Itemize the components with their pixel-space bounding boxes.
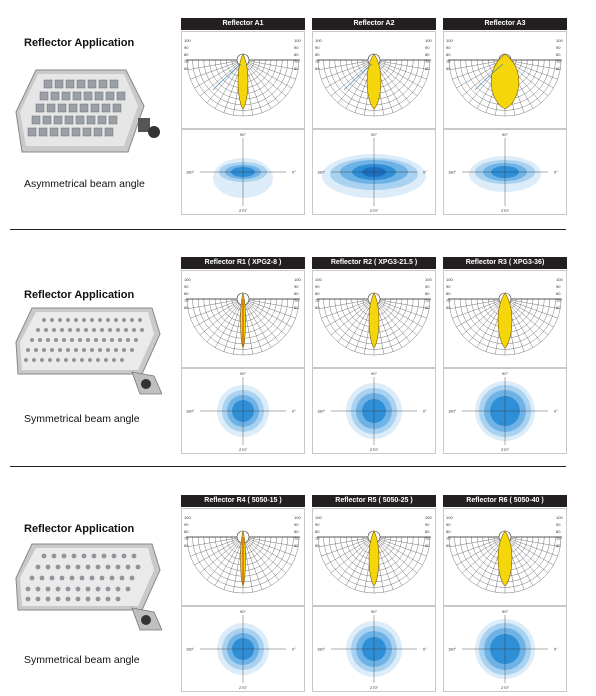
polar-scale-label: 90 xyxy=(446,284,451,289)
reflector-panel xyxy=(443,18,567,214)
beam-spread-diagram xyxy=(444,607,566,691)
polar-diagram xyxy=(313,509,435,605)
section-title: Reflector Application xyxy=(24,523,135,535)
polar-scale-label: 100 xyxy=(184,38,191,43)
axis-label: 0° xyxy=(554,646,558,652)
polar-scale-label: 90 xyxy=(425,522,430,527)
reflector-panel xyxy=(443,257,567,453)
axis-label: 0° xyxy=(423,408,427,414)
polar-scale-label: 80 xyxy=(184,291,189,296)
reflector-label: Reflector R4 ( 5050-15 ) xyxy=(181,495,305,507)
beam-spread-box xyxy=(312,606,436,692)
beam-lobe xyxy=(491,54,519,109)
polar-scale-label: 90 xyxy=(294,45,299,50)
beam-spread-diagram xyxy=(182,607,304,691)
axis-label: 270° xyxy=(501,208,510,213)
polar-scale-label: 60 xyxy=(294,305,299,310)
polar-scale-label: 100 xyxy=(294,38,301,43)
axis-label: 0° xyxy=(292,169,296,175)
beam-spread-diagram xyxy=(182,130,304,214)
polar-scale-label: 100 xyxy=(425,515,432,520)
axis-label: 90° xyxy=(240,132,247,137)
polar-scale-label: 80 xyxy=(294,529,299,534)
polar-scale-label: 60 xyxy=(315,66,320,71)
axis-label: 270° xyxy=(370,685,379,690)
reflector-label: Reflector R2 ( XPG3-21.5 ) xyxy=(312,257,436,269)
polar-box xyxy=(443,270,567,368)
polar-scale-label: 100 xyxy=(184,515,191,520)
beam-spread-box xyxy=(443,368,567,454)
polar-scale-label: 60 xyxy=(446,66,451,71)
axis-label: 180° xyxy=(448,169,457,175)
polar-scale-label: 60 xyxy=(425,543,430,548)
polar-scale-label: 60 xyxy=(446,305,451,310)
polar-scale-label: 70 xyxy=(294,536,299,541)
polar-scale-label: 100 xyxy=(294,277,301,282)
polar-scale-label: 70 xyxy=(184,298,189,303)
beam-spread-box xyxy=(181,129,305,215)
polar-scale-label: 70 xyxy=(556,536,561,541)
beam-spread-diagram xyxy=(313,130,435,214)
reflector-label: Reflector A3 xyxy=(443,18,567,30)
section-title: Reflector Application xyxy=(24,37,135,49)
axis-label: 180° xyxy=(186,408,195,414)
polar-scale-label: 90 xyxy=(315,284,320,289)
axis-label: 90° xyxy=(240,609,247,614)
reflector-label: Reflector R5 ( 5050-25 ) xyxy=(312,495,436,507)
polar-scale-label: 100 xyxy=(315,38,322,43)
axis-label: 90° xyxy=(371,609,378,614)
polar-scale-label: 70 xyxy=(294,298,299,303)
reflector-panel xyxy=(312,257,436,453)
reflector-panel xyxy=(312,18,436,214)
reflector-panel xyxy=(181,495,305,691)
beam-spread-box xyxy=(443,606,567,692)
polar-box xyxy=(181,508,305,606)
polar-scale-label: 70 xyxy=(446,59,451,64)
polar-scale-label: 90 xyxy=(184,522,189,527)
polar-scale-label: 100 xyxy=(315,277,322,282)
polar-scale-label: 90 xyxy=(556,284,561,289)
axis-label: 90° xyxy=(502,609,509,614)
polar-scale-label: 80 xyxy=(556,291,561,296)
axis-label: 270° xyxy=(239,447,248,452)
polar-scale-label: 80 xyxy=(294,52,299,57)
beam-spread-diagram xyxy=(444,130,566,214)
polar-scale-label: 90 xyxy=(315,45,320,50)
beam-spread-box xyxy=(181,606,305,692)
floodlight-illustration xyxy=(14,540,162,632)
axis-label: 180° xyxy=(317,646,326,652)
floodlight-product-image xyxy=(14,540,162,632)
beam-spread-box xyxy=(181,368,305,454)
polar-scale-label: 60 xyxy=(556,543,561,548)
axis-label: 270° xyxy=(239,685,248,690)
polar-diagram xyxy=(182,509,304,605)
axis-label: 90° xyxy=(371,132,378,137)
reflector-label: Reflector R6 ( 5050-40 ) xyxy=(443,495,567,507)
polar-box xyxy=(312,270,436,368)
polar-scale-label: 60 xyxy=(294,66,299,71)
beam-spread-box xyxy=(443,129,567,215)
polar-scale-label: 70 xyxy=(184,59,189,64)
polar-box xyxy=(312,31,436,129)
reflector-label: Reflector R3 ( XPG3-36) xyxy=(443,257,567,269)
polar-scale-label: 80 xyxy=(425,529,430,534)
polar-scale-label: 80 xyxy=(446,529,451,534)
axis-label: 0° xyxy=(423,646,427,652)
axis-label: 270° xyxy=(501,685,510,690)
polar-scale-label: 90 xyxy=(446,45,451,50)
polar-scale-label: 100 xyxy=(556,38,563,43)
polar-scale-label: 60 xyxy=(556,305,561,310)
polar-scale-label: 90 xyxy=(556,522,561,527)
axis-label: 90° xyxy=(240,371,247,376)
axis-label: 270° xyxy=(501,447,510,452)
polar-scale-label: 100 xyxy=(425,277,432,282)
axis-label: 180° xyxy=(186,169,195,175)
reflector-label: Reflector A2 xyxy=(312,18,436,30)
polar-scale-label: 60 xyxy=(425,66,430,71)
polar-scale-label: 70 xyxy=(315,298,320,303)
polar-box xyxy=(181,270,305,368)
polar-scale-label: 70 xyxy=(556,59,561,64)
polar-diagram xyxy=(313,271,435,367)
polar-scale-label: 80 xyxy=(556,529,561,534)
polar-diagram xyxy=(444,32,566,128)
polar-scale-label: 90 xyxy=(184,284,189,289)
polar-scale-label: 100 xyxy=(446,38,453,43)
polar-box xyxy=(443,31,567,129)
axis-label: 180° xyxy=(186,646,195,652)
axis-label: 180° xyxy=(448,408,457,414)
axis-label: 270° xyxy=(370,208,379,213)
polar-scale-label: 80 xyxy=(556,52,561,57)
polar-scale-label: 80 xyxy=(294,291,299,296)
polar-scale-label: 80 xyxy=(446,291,451,296)
polar-scale-label: 100 xyxy=(294,515,301,520)
polar-scale-label: 100 xyxy=(446,277,453,282)
polar-scale-label: 70 xyxy=(294,59,299,64)
polar-scale-label: 60 xyxy=(446,543,451,548)
beam-spread-box xyxy=(312,129,436,215)
section-description: Asymmetrical beam angle xyxy=(24,178,145,190)
section-title: Reflector Application xyxy=(24,289,135,301)
reflector-panel xyxy=(312,495,436,691)
reflector-panel xyxy=(181,257,305,453)
section-description: Symmetrical beam angle xyxy=(24,654,140,666)
reflector-panel xyxy=(443,495,567,691)
polar-scale-label: 80 xyxy=(425,52,430,57)
reflector-label: Reflector R1 ( XPG2-8 ) xyxy=(181,257,305,269)
polar-scale-label: 60 xyxy=(556,66,561,71)
axis-label: 90° xyxy=(371,371,378,376)
axis-label: 180° xyxy=(317,408,326,414)
polar-scale-label: 90 xyxy=(184,45,189,50)
beam-spread-box xyxy=(312,368,436,454)
polar-scale-label: 100 xyxy=(184,277,191,282)
polar-scale-label: 80 xyxy=(425,291,430,296)
polar-scale-label: 90 xyxy=(294,522,299,527)
axis-label: 90° xyxy=(502,132,509,137)
section-description: Symmetrical beam angle xyxy=(24,413,140,425)
polar-scale-label: 70 xyxy=(425,536,430,541)
axis-label: 180° xyxy=(448,646,457,652)
axis-label: 180° xyxy=(317,169,326,175)
polar-diagram xyxy=(182,271,304,367)
polar-scale-label: 100 xyxy=(315,515,322,520)
beam-spread-diagram xyxy=(444,369,566,453)
axis-label: 0° xyxy=(554,408,558,414)
polar-diagram xyxy=(313,32,435,128)
polar-scale-label: 80 xyxy=(184,52,189,57)
axis-label: 90° xyxy=(502,371,509,376)
polar-scale-label: 70 xyxy=(315,59,320,64)
beam-spread-diagram xyxy=(313,369,435,453)
polar-scale-label: 70 xyxy=(184,536,189,541)
polar-scale-label: 70 xyxy=(425,298,430,303)
polar-scale-label: 80 xyxy=(184,529,189,534)
polar-scale-label: 60 xyxy=(425,305,430,310)
polar-scale-label: 80 xyxy=(315,291,320,296)
polar-scale-label: 70 xyxy=(556,298,561,303)
polar-box xyxy=(312,508,436,606)
polar-scale-label: 90 xyxy=(556,45,561,50)
polar-scale-label: 60 xyxy=(184,305,189,310)
polar-scale-label: 60 xyxy=(294,543,299,548)
polar-scale-label: 60 xyxy=(184,66,189,71)
reflector-panel xyxy=(181,18,305,214)
polar-diagram xyxy=(444,271,566,367)
polar-scale-label: 100 xyxy=(556,515,563,520)
polar-scale-label: 80 xyxy=(446,52,451,57)
axis-label: 0° xyxy=(292,646,296,652)
axis-label: 0° xyxy=(423,169,427,175)
polar-scale-label: 60 xyxy=(184,543,189,548)
polar-scale-label: 70 xyxy=(446,536,451,541)
axis-label: 0° xyxy=(554,169,558,175)
polar-scale-label: 90 xyxy=(446,522,451,527)
axis-label: 270° xyxy=(370,447,379,452)
polar-box xyxy=(443,508,567,606)
polar-scale-label: 70 xyxy=(315,536,320,541)
beam-spread-diagram xyxy=(182,369,304,453)
beam-spread-diagram xyxy=(313,607,435,691)
polar-scale-label: 60 xyxy=(315,543,320,548)
polar-scale-label: 80 xyxy=(315,529,320,534)
polar-scale-label: 70 xyxy=(425,59,430,64)
polar-scale-label: 80 xyxy=(315,52,320,57)
polar-scale-label: 70 xyxy=(446,298,451,303)
polar-scale-label: 90 xyxy=(425,284,430,289)
polar-scale-label: 90 xyxy=(425,45,430,50)
polar-scale-label: 90 xyxy=(294,284,299,289)
polar-scale-label: 60 xyxy=(315,305,320,310)
polar-scale-label: 100 xyxy=(425,38,432,43)
axis-label: 270° xyxy=(239,208,248,213)
axis-label: 0° xyxy=(292,408,296,414)
polar-scale-label: 90 xyxy=(315,522,320,527)
polar-scale-label: 100 xyxy=(556,277,563,282)
polar-scale-label: 100 xyxy=(446,515,453,520)
polar-diagram xyxy=(444,509,566,605)
polar-box xyxy=(181,31,305,129)
polar-diagram xyxy=(182,32,304,128)
reflector-label: Reflector A1 xyxy=(181,18,305,30)
